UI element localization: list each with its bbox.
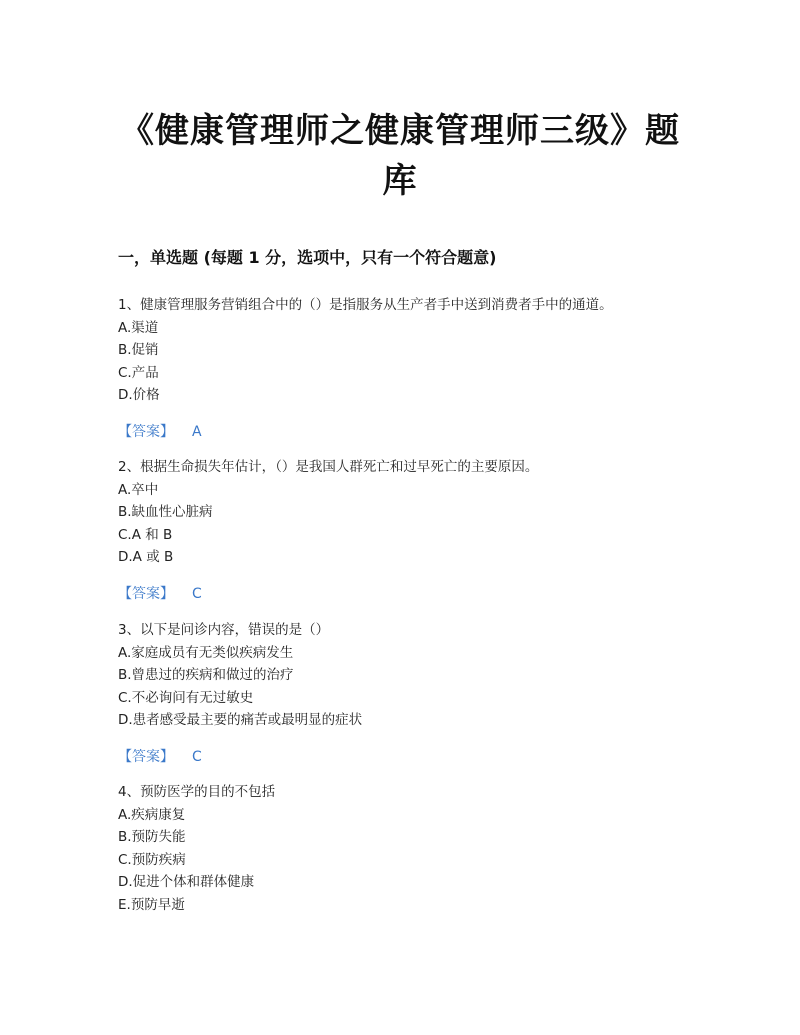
- answer-line: [118, 583, 718, 605]
- question-stem: 3、以下是问诊内容，错误的是（）: [118, 622, 330, 638]
- option-d: D.促进个体和群体健康: [118, 874, 255, 890]
- answer-value: A: [192, 423, 202, 440]
- section-heading: 一，单选题 (每题 1 分，选项中，只有一个符合题意): [118, 248, 497, 267]
- option-d: D.患者感受最主要的痛苦或最明显的症状: [118, 712, 363, 728]
- option-a: A.渠道: [118, 319, 159, 336]
- question-4: [118, 781, 718, 916]
- option-c: C.产品: [118, 364, 159, 381]
- question-stem: 2、根据生命损失年估计，（）是我国人群死亡和过早死亡的主要原因。: [118, 459, 539, 475]
- option-a: A.卒中: [118, 481, 159, 498]
- answer-label: 【答案】: [118, 423, 174, 440]
- option-c: C.不必询问有无过敏史: [118, 689, 254, 706]
- question-2: [118, 456, 718, 605]
- answer-line: [118, 421, 718, 443]
- answer-value: C: [192, 748, 202, 765]
- question-3: [118, 619, 718, 768]
- option-b: B.促销: [118, 342, 159, 358]
- option-e: E.预防早逝: [118, 896, 185, 913]
- question-stem: 1、健康管理服务营销组合中的（）是指服务从生产者手中送到消费者手中的通道。: [118, 297, 613, 313]
- answer-label: 【答案】: [118, 585, 174, 602]
- answer-label: 【答案】: [118, 748, 174, 765]
- answer-value: C: [192, 585, 202, 602]
- option-a: A.疾病康复: [118, 806, 186, 823]
- document-title: 《健康管理师之健康管理师三级》题库: [120, 111, 680, 201]
- option-d: D.价格: [118, 387, 160, 403]
- option-d: D.A 或 B: [118, 549, 174, 565]
- option-c: C.预防疾病: [118, 851, 186, 868]
- question-1: [118, 294, 718, 443]
- option-a: A.家庭成员有无类似疾病发生: [118, 644, 294, 661]
- option-b: B.曾患过的疾病和做过的治疗: [118, 667, 294, 683]
- option-c: C.A 和 B: [118, 526, 173, 543]
- option-b: B.预防失能: [118, 829, 186, 845]
- option-b: B.缺血性心脏病: [118, 504, 213, 520]
- question-stem: 4、预防医学的目的不包括: [118, 784, 276, 800]
- answer-line: [118, 746, 718, 768]
